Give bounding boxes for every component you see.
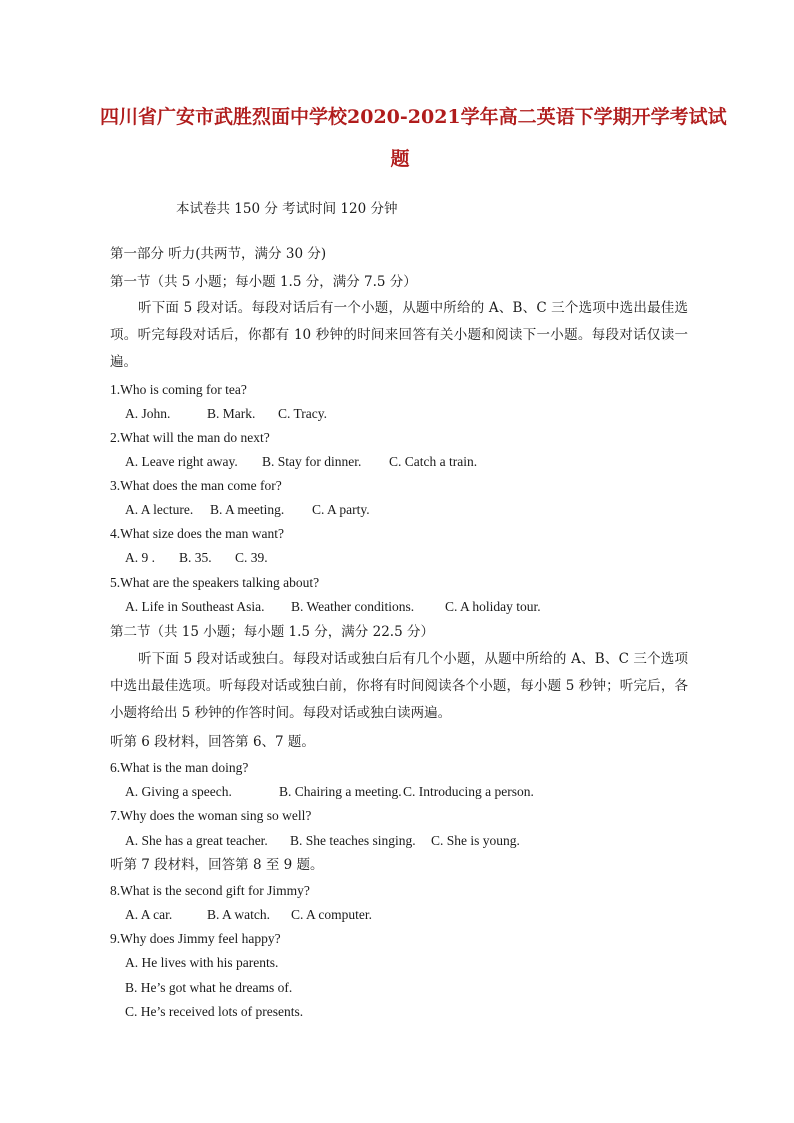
option-a: A. 9 . — [125, 550, 155, 565]
option-c: C. Tracy. — [278, 406, 328, 421]
option-b: B. A meeting. — [210, 502, 285, 517]
question-3-stem: 3.What does the man come for? — [110, 478, 282, 493]
question-9-stem: 9.Why does Jimmy feel happy? — [110, 931, 281, 946]
question-4-stem: 4.What size does the man want? — [110, 526, 284, 541]
question-1-options — [125, 406, 327, 422]
question-7-options — [125, 833, 520, 849]
part1-heading: 第一部分 听力(共两节，满分 30 分) — [110, 246, 327, 262]
option-b: B. 35. — [179, 550, 212, 565]
question-9-option-a: A. He lives with his parents. — [125, 955, 279, 970]
question-8-stem: 8.What is the second gift for Jimmy? — [110, 883, 310, 898]
question-7-stem: 7.Why does the woman sing so well? — [110, 808, 312, 823]
option-a: A. Giving a speech. — [125, 784, 232, 799]
question-6-stem: 6.What is the man doing? — [110, 760, 249, 775]
question-4-options — [125, 550, 268, 566]
option-a: A. Life in Southeast Asia. — [125, 599, 265, 614]
option-c: C. A party. — [312, 502, 370, 517]
question-3-options — [125, 502, 370, 518]
option-c: C. A holiday tour. — [445, 599, 541, 614]
option-b: B. A watch. — [207, 907, 270, 922]
question-2-options — [125, 454, 477, 470]
option-b: B. Stay for dinner. — [262, 454, 362, 469]
option-a: A. Leave right away. — [125, 454, 238, 469]
option-c: C. Introducing a person. — [403, 784, 534, 799]
option-c: C. 39. — [235, 550, 268, 565]
question-6-options — [125, 784, 534, 800]
option-a: A. A car. — [125, 907, 173, 922]
section1-instructions: 听下面 5 段对话。每段对话后有一个小题，从题中所给的 A、B、C 三个选项中选出最佳选项。听完每段对话后，你都有 10 秒钟的时间来回答有关小题和阅读下一小题。每段对话仅读一遍。 — [110, 300, 688, 370]
option-a: A. A lecture. — [125, 502, 194, 517]
material-6-instruction: 听第 6 段材料，回答第 6、7 题。 — [110, 734, 315, 750]
option-c: C. A computer. — [291, 907, 372, 922]
section2-heading: 第二节（共 15 小题；每小题 1.5 分，满分 22.5 分） — [110, 624, 434, 640]
option-b: B. She teaches singing. — [290, 833, 416, 848]
exam-info: 本试卷共 150 分 考试时间 120 分钟 — [176, 201, 398, 217]
option-b: B. Chairing a meeting. — [279, 784, 402, 799]
section1-heading: 第一节（共 5 小题；每小题 1.5 分，满分 7.5 分） — [110, 274, 417, 290]
option-a: A. She has a great teacher. — [125, 833, 268, 848]
option-a: A. John. — [125, 406, 171, 421]
option-b: B. Mark. — [207, 406, 256, 421]
option-b: B. Weather conditions. — [291, 599, 415, 614]
question-5-stem: 5.What are the speakers talking about? — [110, 575, 320, 590]
section2-instructions: 听下面 5 段对话或独白。每段对话或独白后有几个小题，从题中所给的 A、B、C 三个选项中选出最佳选项。听每段对话或独白前，你将有时间阅读各个小题，每小题 5 秒钟；听完后，各小题将给出 5 秒钟的作答时间。每段对话或独白读两遍。 — [110, 651, 688, 721]
question-9-option-b: B. He’s got what he dreams of. — [125, 980, 293, 995]
question-2-stem: 2.What will the man do next? — [110, 430, 270, 445]
material-7-instruction: 听第 7 段材料，回答第 8 至 9 题。 — [110, 857, 324, 873]
question-5-options — [125, 599, 541, 615]
option-c: C. Catch a train. — [389, 454, 478, 469]
question-8-options — [125, 907, 372, 923]
question-9-option-c: C. He’s received lots of presents. — [125, 1004, 304, 1019]
document-title-line-1: 四川省广安市武胜烈面中学校2020-2021学年高二英语下学期开学考试试 — [100, 106, 727, 128]
option-c: C. She is young. — [431, 833, 520, 848]
document-title-line-2: 题 — [390, 148, 410, 170]
question-1-stem: 1.Who is coming for tea? — [110, 382, 247, 397]
